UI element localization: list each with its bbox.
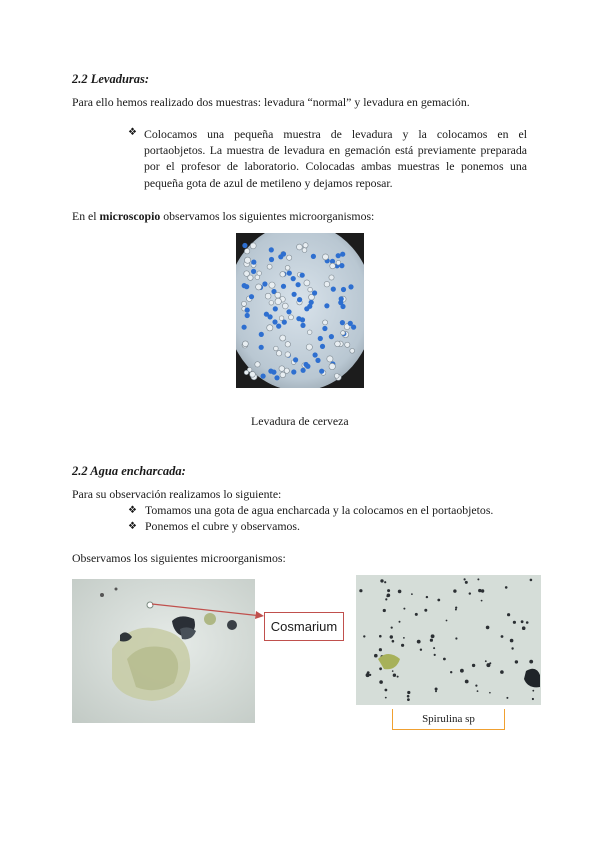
agua-bullet (128, 518, 493, 534)
yeast-caption: Levadura de cerveza (251, 414, 349, 428)
section-heading-levaduras: 2.2 Levaduras: (72, 72, 150, 86)
agua-bullet-text: Ponemos el cubre y observamos. (145, 519, 300, 533)
yeast-micrograph (236, 233, 364, 388)
microscopio-bold: microscopio (99, 209, 161, 223)
levaduras-bullet (128, 126, 527, 191)
bullet-line: pequeña gota de azul de metileno y dejamos reposar. (144, 175, 393, 190)
bullet-line: por el profesor de laboratorio. Colocadas ambas muestras le ponemos una (144, 159, 527, 174)
microscopio-prefix: En el (72, 209, 100, 223)
bullet-line: Colocamos una pequeña muestra de levadura y la colocamos en el (144, 127, 527, 141)
observe-sentence: Observamos los siguientes microorganismos: (72, 551, 286, 565)
spirulina-label: Spirulina sp (392, 709, 505, 730)
agua-intro: Para su observación realizamos lo siguiente: (72, 487, 282, 501)
levaduras-intro: Para ello hemos realizado dos muestras: levadura “normal” y levadura en gemación. (72, 95, 470, 109)
diamond-bullet-icon: ❖ (128, 505, 137, 516)
levaduras-bullet-text (144, 126, 527, 191)
microscopio-suffix: observamos los siguientes microorganismos: (160, 209, 375, 223)
microscopio-sentence (72, 208, 374, 224)
bullet-line: portaobjetos. La muestra de levadura en gemación está previamente preparada (144, 143, 527, 158)
diamond-bullet-icon: ❖ (128, 521, 137, 532)
diamond-bullet-icon: ❖ (128, 127, 137, 138)
cosmarium-label: Cosmarium (264, 612, 344, 641)
agua-bullet-list (128, 502, 493, 534)
agua-bullet (128, 502, 493, 518)
spirulina-micrograph (356, 575, 541, 705)
cosmarium-arrow (150, 598, 270, 628)
agua-bullet-text: Tomamos una gota de agua encharcada y la colocamos en el portaobjetos. (145, 503, 494, 517)
section-heading-agua: 2.2 Agua encharcada: (72, 464, 186, 478)
